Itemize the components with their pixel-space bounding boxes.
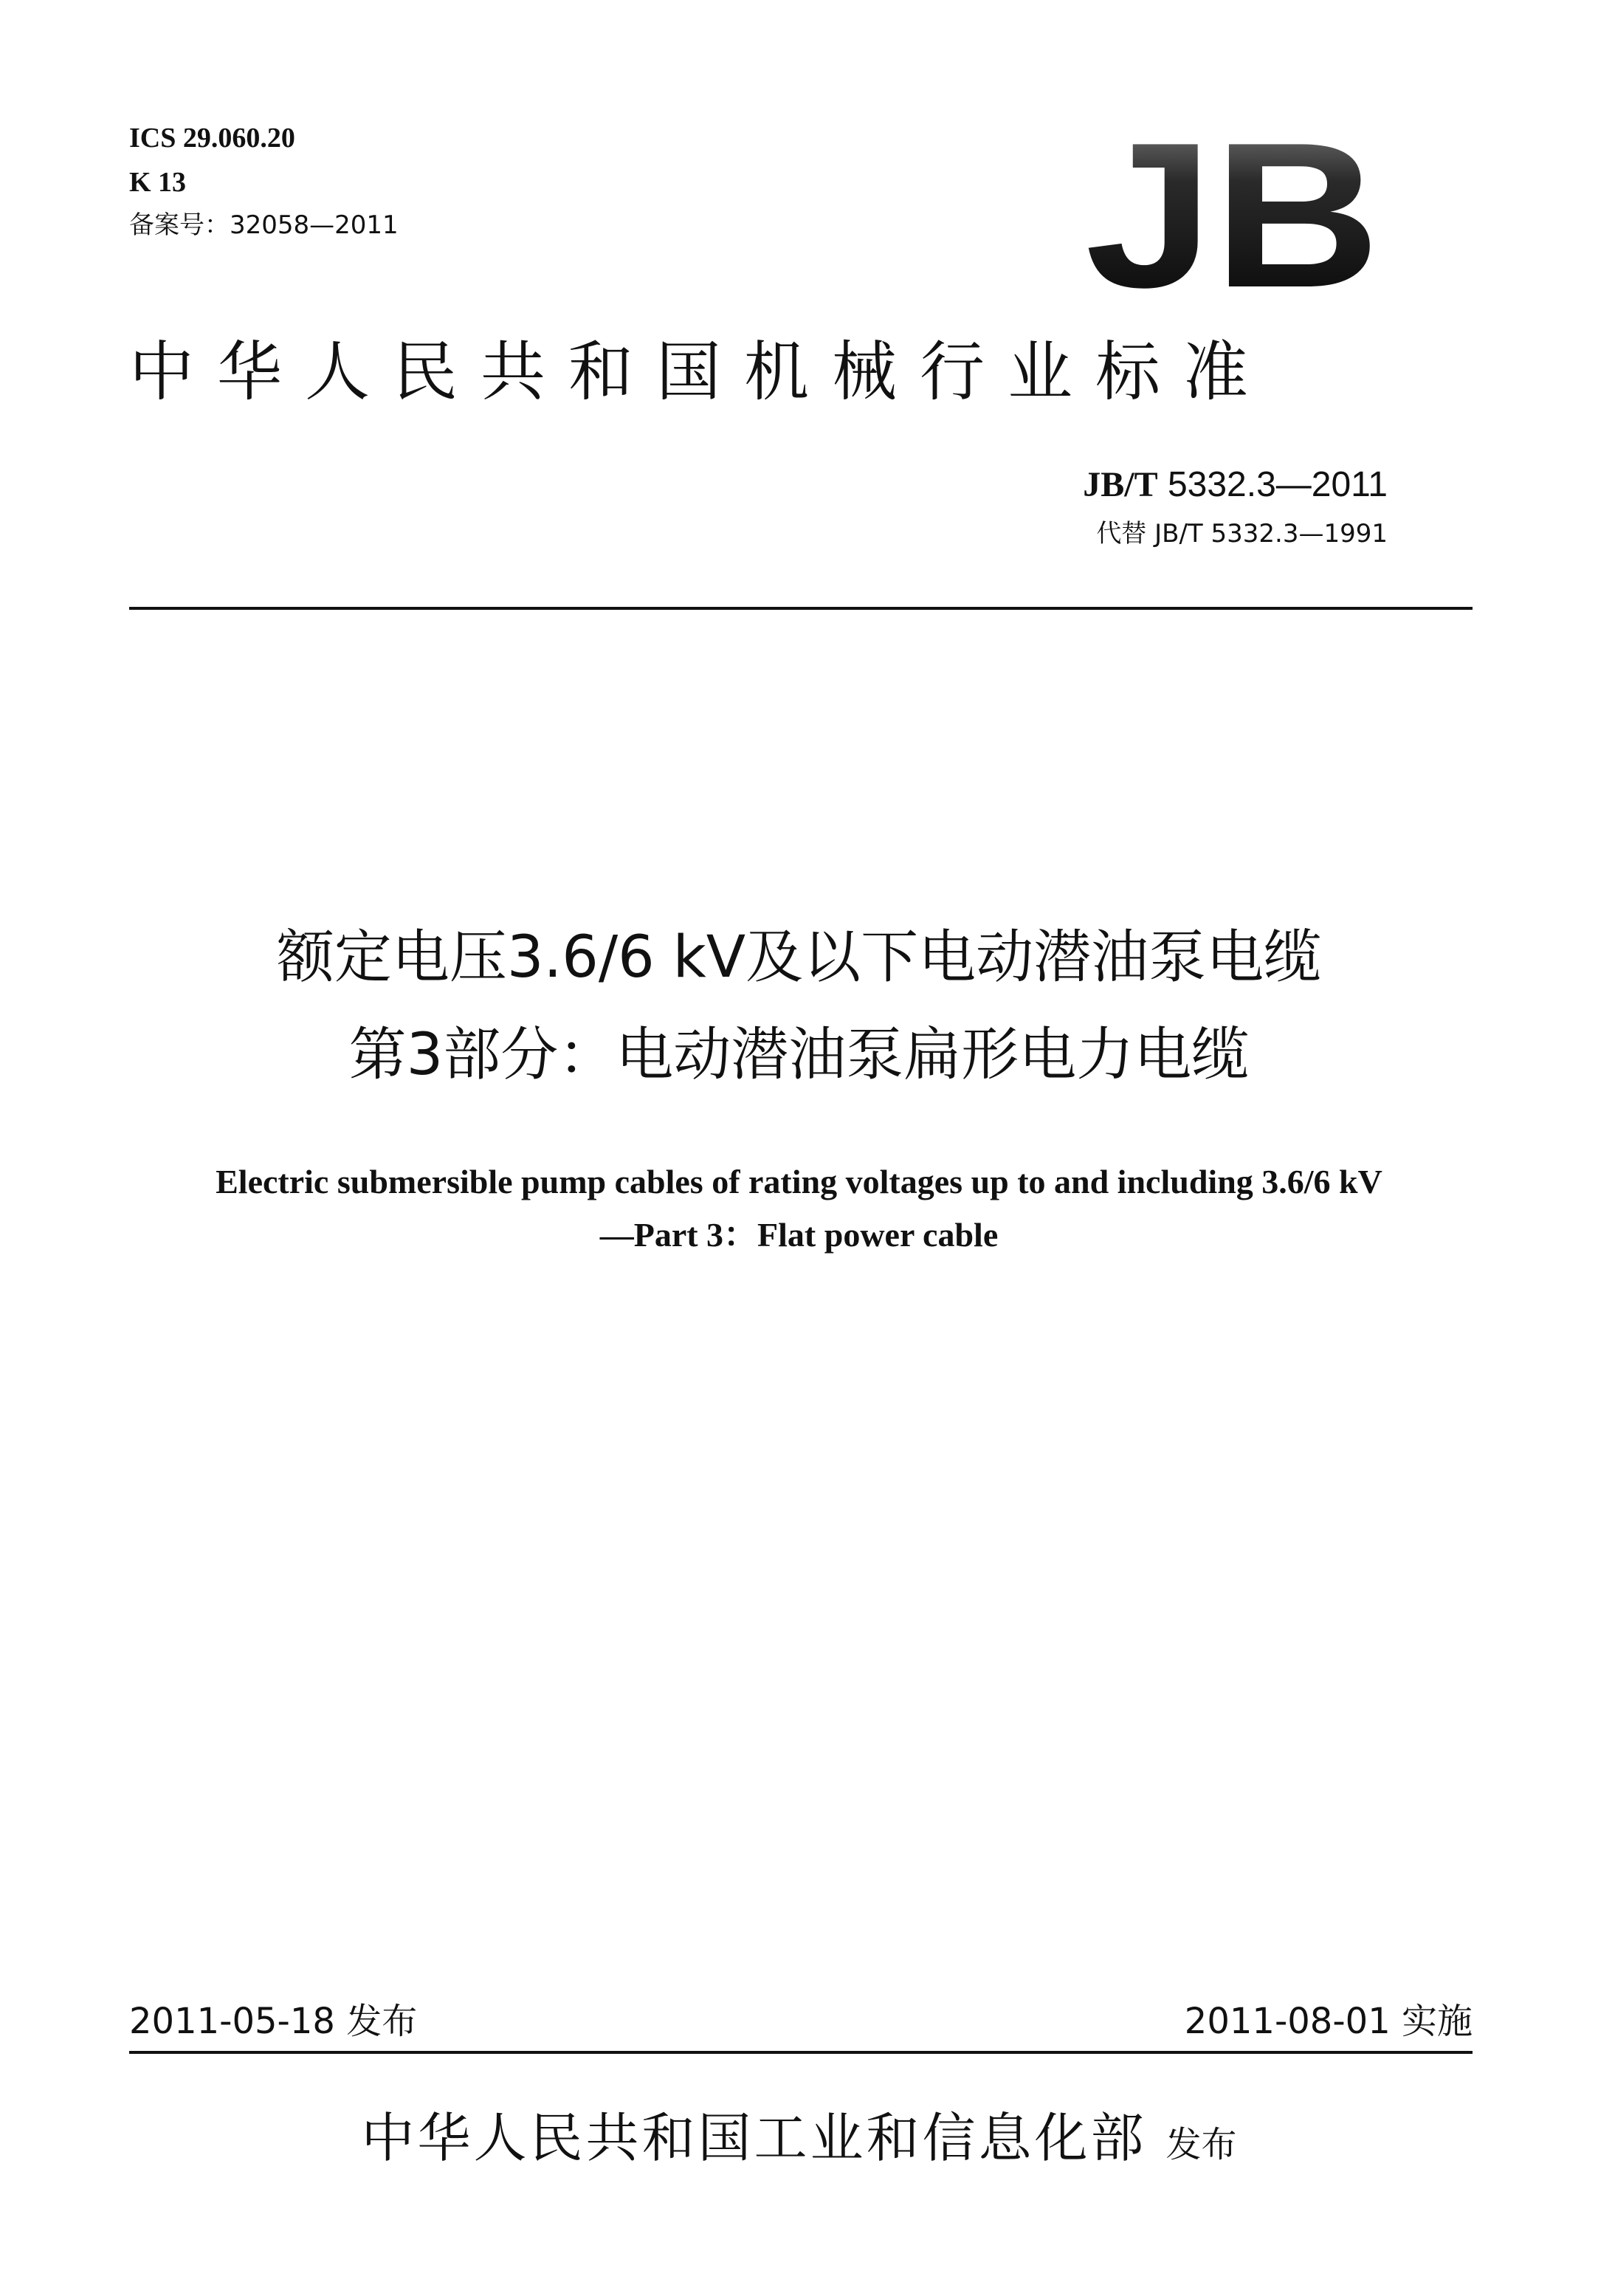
jb-logo — [1078, 133, 1388, 295]
english-title-line-2: —Part 3：Flat power cable — [599, 1216, 999, 1254]
jb-logo-text: JB — [1085, 133, 1380, 295]
replaces-standard: 代替 JB/T 5332.3—1991 — [1096, 519, 1388, 549]
standard-code: 5332.3—2011 — [1157, 465, 1388, 504]
issue-date: 2011-05-18 发布 — [129, 2001, 418, 2042]
implementation-date: 2011-08-01 实施 — [1184, 2001, 1473, 2042]
standard-prefix: JB/T — [1083, 465, 1158, 504]
publisher-suffix: 发布 — [1165, 2124, 1237, 2165]
publisher — [0, 2107, 1598, 2169]
chinese-title-line-1: 额定电压3.6/6 kV及以下电动潜油泵电缆 — [276, 924, 1322, 991]
footer-divider — [129, 2051, 1473, 2054]
english-title-line-1: Electric submersible pump cables of rating voltages up to and including 3.6/6 kV — [216, 1163, 1382, 1200]
publisher-name: 中华人民共和国工业和信息化部 — [361, 2107, 1147, 2169]
standard-number — [1083, 467, 1388, 503]
header-divider — [129, 607, 1473, 610]
ccs-code: K 13 — [129, 167, 187, 198]
record-number: 备案号：32058—2011 — [129, 210, 399, 240]
industry-standard-title: 中华人民共和国机械行业标准 — [129, 334, 1272, 410]
chinese-title-line-2: 第3部分：电动潜油泵扁形电力电缆 — [348, 1022, 1250, 1088]
ics-code: ICS 29.060.20 — [129, 123, 295, 154]
